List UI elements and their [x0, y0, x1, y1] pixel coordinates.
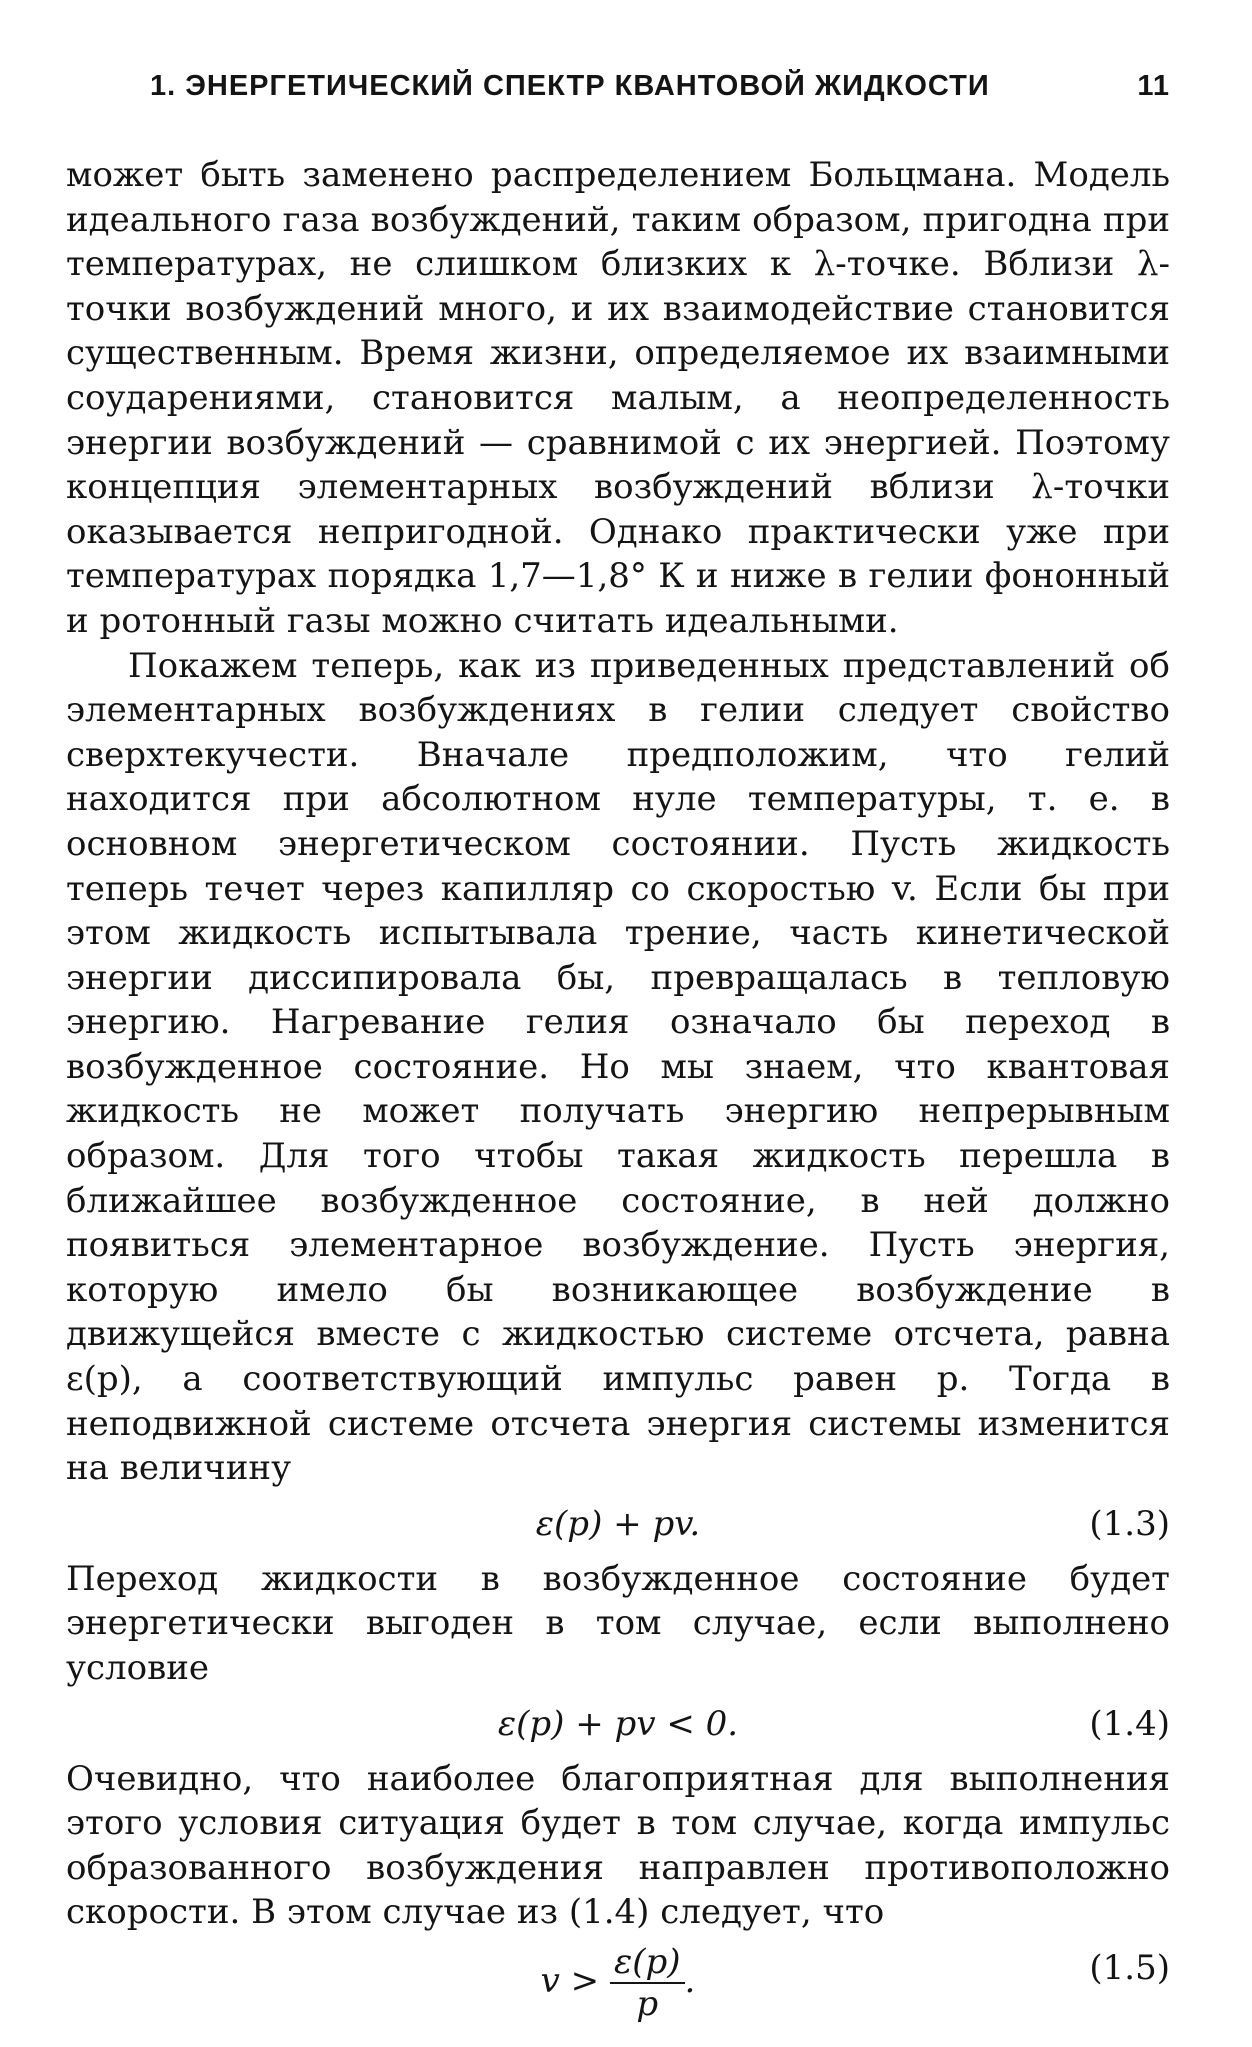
equation-lhs: v > [540, 1960, 600, 2001]
fraction-denominator: p [636, 1983, 659, 2024]
paragraph-4: Очевидно, что наиболее благоприятная для выполнения этого условия ситуация будет в том случае, когда импульс образованного возбуждения направлен противоположно скорости. В этом случае из (1.4) следует, что [66, 1758, 1170, 1933]
equation-formula: ε(p) + pv < 0. [497, 1703, 739, 1744]
equation-number: (1.4) [1089, 1703, 1170, 1744]
paragraph-3: Переход жидкости в возбужденное состояние будет энергетически выгоден в том случае, если выполнено условие [66, 1558, 1170, 1688]
equation-number: (1.5) [1089, 1947, 1170, 1988]
equation-formula [66, 1935, 1170, 2027]
equation-1-3 [66, 1491, 1170, 1557]
chapter-title: 1. ЭНЕРГЕТИЧЕСКИЙ СПЕКТР КВАНТОВОЙ ЖИДКОСТИ [150, 70, 990, 102]
fraction-numerator: ε(p) [610, 1942, 685, 1984]
page-body [66, 153, 1170, 2027]
page-number: 11 [1137, 70, 1170, 102]
equation-tail: . [684, 1960, 696, 2001]
equation-formula: ε(p) + pv. [535, 1503, 701, 1544]
paragraph-2: Покажем теперь, как из приведенных представлений об элементарных возбуждениях в гелии следует свойство сверхтекучести. Вначале предположим, что гелий находится при абсолютном нуле температуры, т. е. в основном энергетическом состоянии. Пусть жидкость теперь течет через капилляр со скоростью v. Если бы при этом жидкость испытывала трение, часть кинетической энергии диссипировала бы, превращалась в тепловую энергию. Нагревание гелия означало бы переход в возбужденное состояние. Но мы знаем, что квантовая жидкость не может получать энергию непрерывным образом. Для того чтобы такая жидкость перешла в ближайшее возбужденное состояние, в ней должно появиться элементарное возбуждение. Пусть энергия, которую имело бы возникающее возбуждение в движущейся вместе с жидкостью системе отсчета, равна ε(p), а соответствующий импульс равен p. Тогда в неподвижной системе отсчета энергия системы изменится на величину [66, 645, 1170, 1489]
equation-1-5 [66, 1935, 1170, 2027]
equation-number: (1.3) [1089, 1503, 1170, 1544]
paragraph-1: может быть заменено распределением Больцмана. Модель идеального газа возбуждений, таким образом, пригодна при температурах, не слишком близких к λ-точке. Вблизи λ-точки возбуждений много, и их взаимодействие становится существенным. Время жизни, определяемое их взаимными соударениями, становится малым, а неопределенность энергии возбуждений — сравнимой с их энергией. Поэтому концепция элементарных возбуждений вблизи λ-точки оказывается непригодной. Однако практически уже при температурах порядка 1,7—1,8° К и ниже в гелии фононный и ротонный газы можно считать идеальными. [66, 155, 1170, 641]
running-header [150, 70, 1170, 110]
equation-1-4 [66, 1691, 1170, 1757]
fraction [610, 1942, 685, 2024]
